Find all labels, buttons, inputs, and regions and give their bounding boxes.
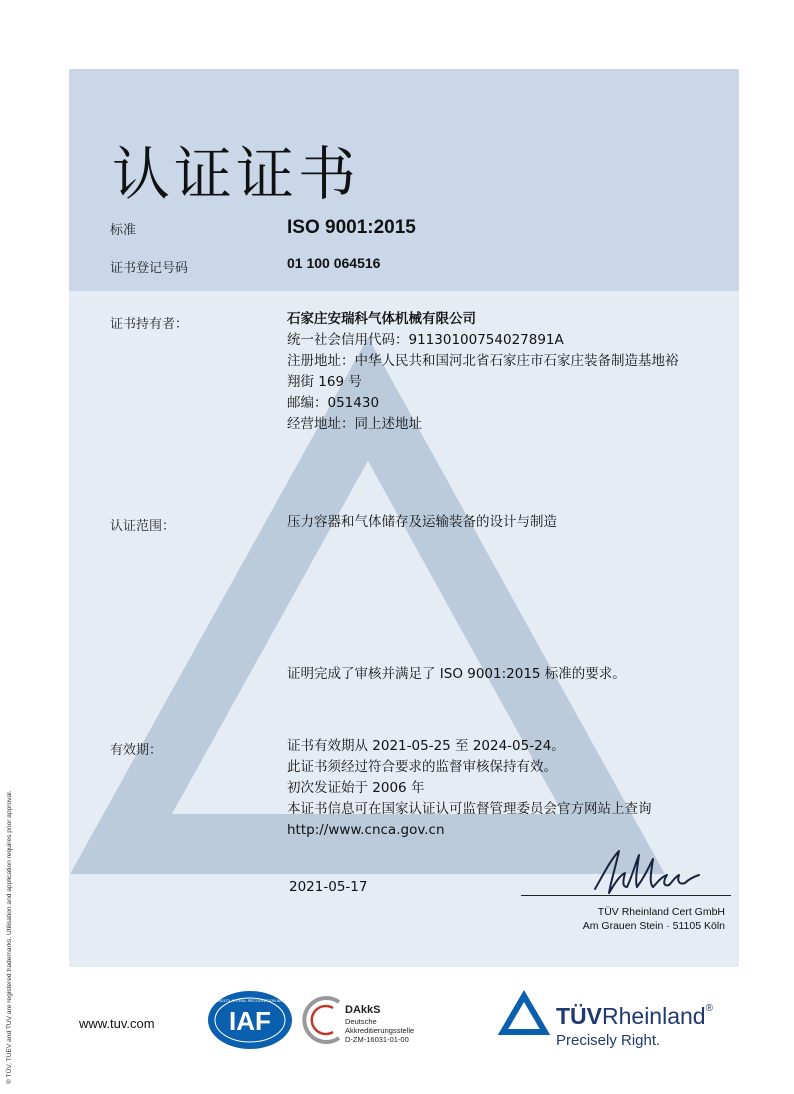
proof-statement: 证明完成了审核并满足了 ISO 9001:2015 标准的要求。 bbox=[287, 666, 626, 682]
tuv-slogan: Precisely Right. bbox=[556, 1032, 661, 1049]
dakks-text-block bbox=[345, 1004, 414, 1044]
dakks-logo bbox=[305, 990, 345, 1050]
holder-postcode: 邮编：051430 bbox=[287, 395, 380, 411]
holder-details bbox=[287, 309, 679, 435]
validity-period: 证书有效期从 2021-05-25 至 2024-05-24。 bbox=[287, 738, 565, 754]
holder-label: 证书持有者： bbox=[110, 317, 189, 332]
iaf-logo-text: IAF bbox=[229, 1006, 271, 1036]
dakks-line-3: D-ZM-16031-01-00 bbox=[345, 1035, 409, 1044]
tuv-brand-bold: TÜV bbox=[556, 1003, 602, 1029]
signature bbox=[589, 845, 719, 899]
holder-address-cont: 翔街 169 号 bbox=[287, 374, 362, 390]
issuer-name: TÜV Rheinland Cert GmbH bbox=[597, 906, 725, 918]
registration-number: 01 100 064516 bbox=[287, 255, 381, 271]
signature-line bbox=[521, 895, 731, 896]
certificate-title: 认证证书 bbox=[112, 140, 361, 208]
iaf-ring-text: MEMBER OF MULTILATERAL RECOGNITION ARRANGEMENT bbox=[192, 998, 308, 1003]
scope-label: 认证范围： bbox=[110, 519, 176, 534]
tuv-registered-mark: ® bbox=[705, 1003, 713, 1014]
trademark-note: ® TÜV, TUEV and TUV are registered trademarks. Utilisation and application requires prior approval. bbox=[6, 790, 13, 1084]
certificate-panel bbox=[69, 69, 739, 967]
holder-credit-code: 统一社会信用代码：91130100754027891A bbox=[287, 332, 564, 348]
issuer-block bbox=[583, 905, 725, 933]
cnca-url: http://www.cnca.gov.cn bbox=[287, 822, 445, 838]
dakks-line-1: Deutsche bbox=[345, 1017, 377, 1026]
holder-business-address: 经营地址：同上述地址 bbox=[287, 416, 422, 432]
tuv-brand-rest: Rheinland bbox=[602, 1003, 706, 1029]
validity-condition: 此证书须经过符合要求的监督审核保持有效。 bbox=[287, 759, 557, 775]
validity-details bbox=[287, 736, 652, 841]
tuv-triangle-logo bbox=[500, 993, 548, 1035]
scope-value: 压力容器和气体储存及运输装备的设计与制造 bbox=[287, 514, 557, 530]
footer-url: www.tuv.com bbox=[79, 1016, 155, 1031]
cnca-lookup-note: 本证书信息可在国家认证认可监督管理委员会官方网站上查询 bbox=[287, 801, 652, 817]
holder-address: 注册地址：中华人民共和国河北省石家庄市石家庄装备制造基地裕 bbox=[287, 353, 679, 369]
iaf-logo bbox=[192, 990, 308, 1050]
dakks-line-2: Akkreditierungsstelle bbox=[345, 1026, 415, 1035]
validity-label: 有效期： bbox=[110, 743, 163, 758]
registration-label: 证书登记号码 bbox=[110, 261, 189, 276]
standard-value: ISO 9001:2015 bbox=[287, 217, 416, 238]
issue-date: 2021-05-17 bbox=[289, 879, 368, 895]
dakks-title: DAkkS bbox=[345, 1004, 381, 1016]
standard-label: 标准 bbox=[110, 223, 137, 238]
first-issue: 初次发证始于 2006 年 bbox=[287, 780, 425, 796]
tuv-brand-name bbox=[556, 1003, 713, 1030]
issuer-address: Am Grauen Stein · 51105 Köln bbox=[582, 920, 725, 932]
holder-company-name: 石家庄安瑞科气体机械有限公司 bbox=[287, 311, 476, 327]
